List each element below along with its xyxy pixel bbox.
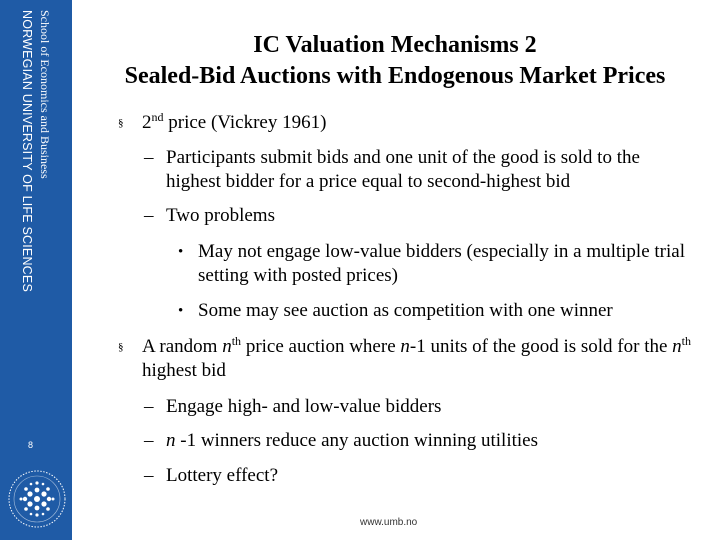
title-line-1: IC Valuation Mechanisms 2 [253, 32, 537, 58]
title-line-2: Sealed-Bid Auctions with Endogenous Market Prices [124, 63, 666, 89]
sub-sub-bullet-text: Some may see auction as competition with one winner [198, 300, 613, 321]
sub-bullet-text: n -1 winners reduce any auction winning utilities [166, 430, 538, 451]
sub-sub-bullet-text: May not engage low-value bidders (especially in a multiple trial setting with posted prices) [198, 241, 685, 286]
sub-bullet-text: Two problems [166, 205, 275, 226]
dot-bullet-icon: • [178, 244, 184, 260]
dot-bullet-icon: • [178, 303, 184, 319]
square-bullet-icon: § [118, 341, 124, 353]
sub-bullet-text: Participants submit bids and one unit of the good is sold to the highest bidder for a price equal to second-highest bid [166, 147, 640, 192]
dash-bullet-icon: – [144, 396, 154, 417]
bullet-text: 2nd price (Vickrey 1961) [142, 110, 327, 133]
dash-bullet-icon: – [144, 205, 154, 226]
square-bullet-icon: § [118, 117, 124, 129]
school-name: School of Economics and Business [38, 10, 52, 179]
page-number: 8 [28, 440, 34, 450]
dash-bullet-icon: – [144, 147, 154, 168]
dash-bullet-icon: – [144, 430, 154, 451]
bullet-text: A random $n^{th}$ price auction where n-1 units of the good is sold for the $n^{th}$ highest bid [142, 334, 691, 381]
dash-bullet-icon: – [144, 465, 154, 486]
footer-url[interactable]: www.umb.no [360, 517, 418, 528]
sub-bullet-text: Engage high- and low-value bidders [166, 396, 442, 417]
university-name: NORWEGIAN UNIVERSITY OF LIFE SCIENCES [20, 10, 34, 292]
sub-bullet-text: Lottery effect? [166, 465, 278, 486]
